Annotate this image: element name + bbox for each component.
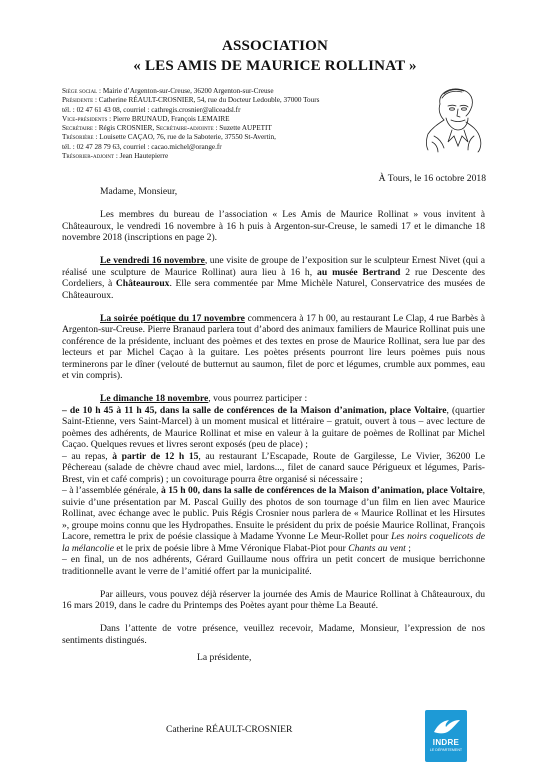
rollinat-portrait-sketch — [418, 84, 490, 154]
presidente-value: : Catherine RÉAULT-CROSNIER, 54, rue du Docteur Ledouble, 37000 Tours — [93, 96, 320, 105]
sunday-item-1 — [62, 405, 485, 451]
signature-name: Catherine RÉAULT-CROSNIER — [166, 724, 293, 735]
letter-date: À Tours, le 16 octobre 2018 — [378, 173, 486, 184]
logo-text: INDRE — [432, 738, 460, 747]
tresorier-adj-value: : Jean Hautepierre — [114, 152, 169, 161]
sunday-item-2-a: – au repas, — [62, 450, 113, 462]
sunday-item-4: – en final, un de nos adhérents, Gérard Guillaume nous offrira un petit concert de musique berrichonne traditionnelle avant le verre de l’amitié offert par la municipalité. — [62, 554, 485, 577]
vice-line — [62, 115, 402, 124]
sunday-item-2-bold: à partir de 12 h 15 — [112, 450, 199, 462]
sunday-item-3-a: – à l’assemblée générale, — [62, 485, 161, 496]
sunday-item-2-b: , au restaurant L’Escapade, Route de Gargilesse, Le Vivier, 36200 Le Pêchereau (salade de chèvre chaud avec miel, lardons..., filet de canard sauce Périgueux et légumes, Paris-Brest, vin et café compris) ; un covoiturage pourra être organisé si nécessaire ; — [62, 450, 485, 485]
friday-lead: Le vendredi 16 novembre — [100, 255, 205, 266]
presidente-label: Présidente — [62, 96, 94, 105]
sunday-item-3-c: et le prix de poésie libre à Mme Véronique Flabat-Piot pour — [113, 542, 349, 554]
friday-venue: au musée Bertrand — [317, 266, 401, 278]
friday-city: Châteauroux — [115, 278, 170, 289]
sunday-item-2 — [62, 451, 485, 486]
indre-department-logo — [425, 710, 467, 762]
letter-body — [62, 186, 485, 646]
sunday-item-1-bold: – de 10 h 45 à 11 h 45, dans la salle de conférences de la Maison d’animation, place Voltaire — [62, 404, 447, 416]
friday-text-3: . Elle sera commentée par Mme Michèle Naturel, Conservatrice des musées de Châteauroux. — [62, 278, 485, 301]
sunday-item-3-title-1: Les noirs coquelicots de la mélancolie — [62, 531, 485, 554]
letterhead-info — [62, 87, 402, 161]
friday-paragraph — [62, 255, 485, 301]
tresoriere-label: Trésorière — [62, 133, 94, 142]
tresoriere-line — [62, 133, 402, 142]
bird-icon — [425, 712, 467, 740]
secretaire-line — [62, 124, 402, 133]
signature-title: La présidente, — [197, 652, 252, 663]
tresorier-adj-line — [62, 152, 402, 161]
sunday-lead: Le dimanche 18 novembre — [100, 393, 209, 404]
secretaire-adj-label: Secrétaire-adjointe — [156, 124, 214, 133]
salutation: Madame, Monsieur, — [100, 186, 178, 197]
friday-text-1: , une visite de groupe de l’exposition sur le sculpteur Ernest Nivet (qui a réalisé une sculpture de Maurice Rollinat) aura lieu à 16 h, — [62, 255, 485, 278]
sunday-item-1-text: , (quartier Saint-Etienne, vers Saint-Marcel) à un moment musical et littéraire – gratuit, ouvert à tous – avec lecture de poèmes des adhérents, de Maurice Rollinat et mise en valeur à la guitare de poèmes de Rollinat par Michel Caçao. Quelques revues et livres seront exposés (peu de place) ; — [62, 404, 485, 450]
secretaire-adj-value: : Suzette AUPETIT — [213, 124, 272, 133]
siege-label: Siège social — [62, 87, 98, 95]
sunday-item-3-d: ; — [405, 542, 411, 554]
title-name: « LES AMIS DE MAURICE ROLLINAT » — [133, 58, 417, 74]
siege-value: : Mairie d’Argenton-sur-Creuse, 36200 Argenton-sur-Creuse — [97, 87, 274, 95]
vice-label: Vice-présidents — [62, 114, 108, 123]
intro-paragraph: Les membres du bureau de l’association « Les Amis de Maurice Rollinat » vous invitent à Châteauroux, le vendredi 16 novembre à 16 h puis à Argenton-sur-Creuse, le samedi 17 et le dimanche 18 novembre 2018 (inscriptions en page 2). — [62, 209, 485, 243]
presidente-line — [62, 96, 402, 105]
secretaire-label: Secrétaire — [62, 124, 94, 133]
sunday-item-3 — [62, 485, 485, 554]
secretaire-value: : Régis CROSNIER, — [93, 124, 157, 133]
saturday-lead: La soirée poétique du 17 novembre — [100, 312, 245, 324]
friday-text-2: 2 rue Descente des Cordeliers, à — [62, 266, 485, 289]
logo-subtext: LE DÉPARTEMENT — [429, 748, 463, 752]
reserve-paragraph: Par ailleurs, vous pouvez déjà réserver la journée des Amis de Maurice Rollinat à Châteauroux, du 16 mars 2019, dans le cadre du Printemps des Poètes ayant pour thème La Beauté. — [62, 588, 485, 611]
saturday-paragraph — [62, 313, 485, 382]
tel-line-2: tél. : 02 47 28 79 63, courriel : cacao.michel@orange.fr — [62, 142, 222, 151]
sunday-item-3-b: , suivie d’une présentation par M. Pascal Guilly des photos de son tournage d’un film en lien avec Maurice Rollinat, avec échange avec le public. Puis Régis Crosnier nous parlera de « Maurice Rollinat et les Hirsutes », groupe moins connu que les Hydropathes. Ensuite le président du prix de poésie Maurice Rollinat, François Lacore, remettra le prix de poésie classique à Madame Yvonne Le Meur-Rollet pour — [62, 485, 485, 542]
siege-line — [62, 87, 402, 96]
tresoriere-value: : Louisette CAÇAO, 76, rue de la Saboterie, 37550 St-Avertin, — [93, 133, 276, 142]
title-association: ASSOCIATION — [221, 38, 329, 54]
vice-value: : Pierre BRUNAUD, François LEMAIRE — [107, 114, 230, 123]
sunday-intro — [62, 393, 485, 405]
saturday-text: commencera à 17 h 00, au restaurant Le Clap, 4 rue Barbès à Argenton-sur-Creuse. Pierre Branaud parlera tout d’abord des animaux familiers de Maurice Rollinat puis une conférence de la présidente, incluant des poèmes et des textes en prose de Maurice Rollinat, sera lue par des lecteurs et par Michel Caçao à la guitare. Les poètes présents pourront lire leurs poèmes puis nous terminerons par le dîner (velouté de butternut au saumon, filet de porc et légumes, crumble aux pommes, eau et vin compris). — [62, 312, 485, 381]
sunday-item-3-title-2: Chants au vent — [348, 542, 406, 554]
sunday-item-3-bold: à 15 h 00, dans la salle de conférences de la Maison d’animation, place Voltaire — [160, 485, 483, 496]
sunday-lead-after: , vous pourrez participer : — [208, 393, 308, 404]
tresorier-adj-label: Trésorier-adjoint — [62, 152, 115, 161]
tel-line-1: tél. : 02 47 61 43 08, courriel : cathregis.crosnier@aliceadsl.fr — [62, 105, 241, 114]
closing-paragraph: Dans l’attente de votre présence, veuillez recevoir, Madame, Monsieur, l’expression de nos sentiments distingués. — [62, 623, 485, 646]
